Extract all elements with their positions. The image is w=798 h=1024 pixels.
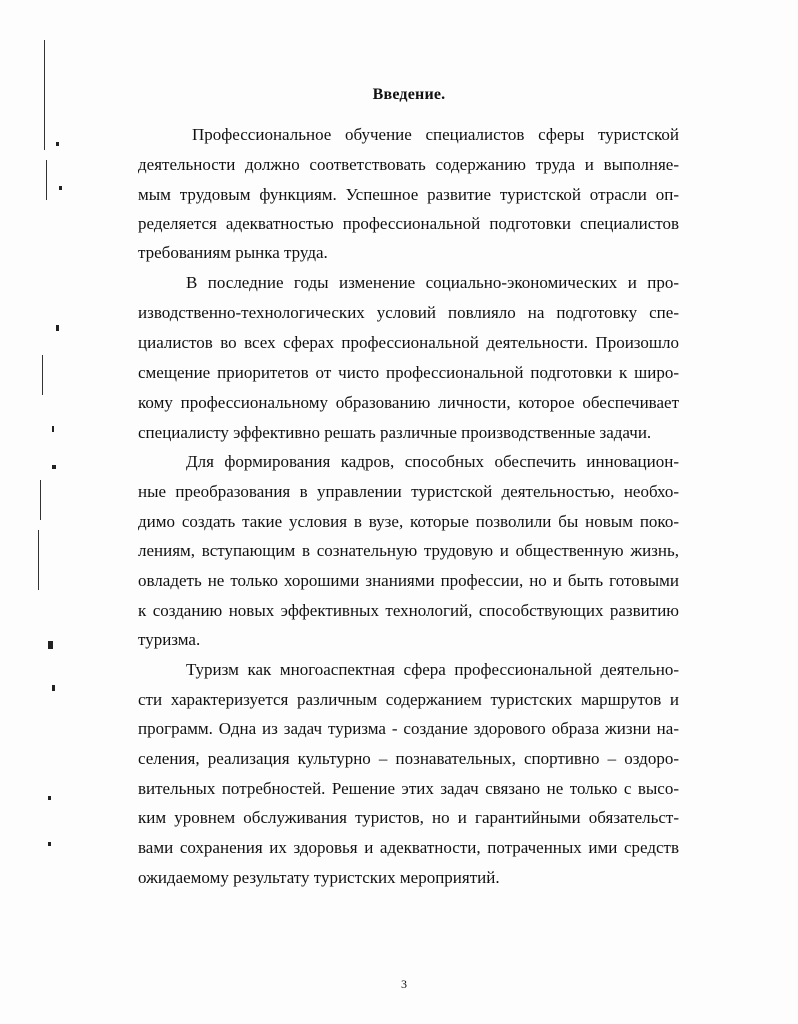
scan-artifact-dot xyxy=(52,465,56,469)
paragraph-3-line-7: туризма. xyxy=(138,630,201,649)
scan-artifact-line xyxy=(38,530,39,590)
scan-artifact-line xyxy=(46,160,47,200)
paragraph-4-line-1: Туризм как многоаспектная сфера профессиональной деятельно- xyxy=(186,660,679,679)
paragraph-4-line-6: ким уровнем обслуживания туристов, но и гарантийными обязательст- xyxy=(138,808,679,827)
paragraph-3-line-6: к созданию новых эффективных технологий, способствующих развитию xyxy=(138,601,679,620)
paragraph-2-line-2: изводственно-технологических условий повлияло на подготовку спе- xyxy=(138,303,679,322)
paragraph-1-line-3: мым трудовым функциям. Успешное развитие туристской отрасли оп- xyxy=(138,185,679,204)
paragraph-3-line-3: димо создать такие условия в вузе, которые позволили бы новым поко- xyxy=(138,512,679,531)
scan-artifact-dot xyxy=(48,796,51,800)
paragraph-2-line-5: кому профессиональному образованию личности, которое обеспечивает xyxy=(138,393,679,412)
scan-artifact-dot xyxy=(56,142,59,146)
paragraph-1-line-4: ределяется адекватностью профессиональной подготовки специалистов xyxy=(138,214,679,233)
paragraph-1-line-2: деятельности должно соответствовать содержанию труда и выполняе- xyxy=(138,155,679,174)
scan-artifact-dot xyxy=(48,641,53,649)
paragraph-1-line-1: Профессиональное обучение специалистов сферы туристской xyxy=(192,125,679,144)
scan-artifact-line xyxy=(42,355,43,395)
paragraph-3-line-1: Для формирования кадров, способных обеспечить инновацион- xyxy=(186,452,679,471)
paragraph-3-line-5: овладеть не только хорошими знаниями профессии, но и быть готовыми xyxy=(138,571,679,590)
page-title: Введение. xyxy=(372,86,446,103)
paragraph-4-line-3: программ. Одна из задач туризма - создание здорового образа жизни на- xyxy=(138,719,679,738)
scan-artifact-dot xyxy=(56,325,59,331)
paragraph-4-line-4: селения, реализация культурно – познавательных, спортивно – оздоро- xyxy=(138,749,679,768)
paragraph-2-line-3: циалистов во всех сферах профессиональной деятельности. Произошло xyxy=(138,333,679,352)
paragraph-4-line-5: вительных потребностей. Решение этих задач связано не только с высо- xyxy=(138,779,679,798)
scan-artifact-dot xyxy=(52,426,54,432)
scan-artifact-line xyxy=(40,480,41,520)
paragraph-2-line-6: специалисту эффективно решать различные производственные задачи. xyxy=(138,423,652,442)
scan-artifact-dot xyxy=(48,842,51,846)
paragraph-1-line-5: требованиям рынка труда. xyxy=(138,243,328,262)
paragraph-4-line-8: ожидаемому результату туристских мероприятий. xyxy=(138,868,500,887)
paragraph-2-line-1: В последние годы изменение социально-экономических и про- xyxy=(186,273,679,292)
scan-artifact-dot xyxy=(52,685,55,691)
paragraph-4-line-7: вами сохранения их здоровья и адекватности, потраченных ими средств xyxy=(138,838,679,857)
paragraph-3-line-4: лениям, вступающим в сознательную трудовую и общественную жизнь, xyxy=(138,541,679,560)
paragraph-4-line-2: сти характеризуется различным содержанием туристских маршрутов и xyxy=(138,690,679,709)
page-number: 3 xyxy=(401,977,407,991)
paragraph-2-line-4: смещение приоритетов от чисто профессиональной подготовки к широ- xyxy=(138,363,679,382)
scan-artifact-dot xyxy=(59,186,62,190)
paragraph-3-line-2: ные преобразования в управлении туристской деятельностью, необхо- xyxy=(138,482,679,501)
